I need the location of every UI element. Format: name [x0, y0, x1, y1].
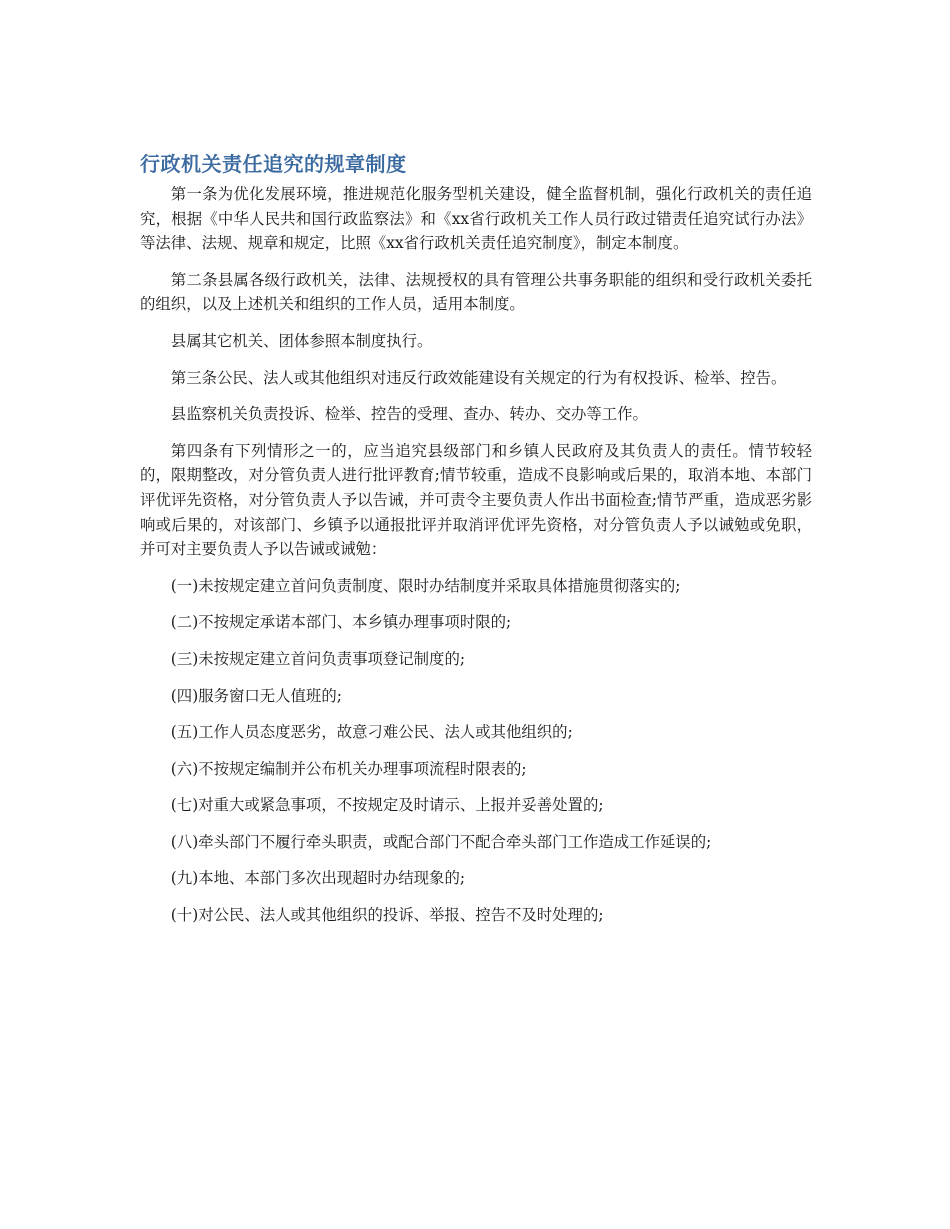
document-title: 行政机关责任追究的规章制度 — [140, 152, 407, 176]
list-item: (六)不按规定编制并公布机关办理事项流程时限表的; — [170, 759, 527, 778]
list-item: (五)工作人员态度恶劣，故意刁难公民、法人或其他组织的; — [170, 723, 573, 742]
article-3-supplement-paragraph: 县监察机关负责投诉、检举、控告的受理、查办、转办、交办等工作。 — [170, 405, 648, 424]
article-3-paragraph: 第三条公民、法人或其他组织对违反行政效能建设有关规定的行为有权投诉、检举、控告。 — [170, 368, 787, 387]
article-2-paragraph: 第二条县属各级行政机关，法律、法规授权的具有管理公共事务职能的组织和受行政机关委托的组织，以及上述机关和组织的工作人员，适用本制度。 — [140, 270, 812, 314]
list-item: (八)牵头部门不履行牵头职责，或配合部门不配合牵头部门工作造成工作延误的; — [170, 832, 712, 851]
list-item: (二)不按规定承诺本部门、本乡镇办理事项时限的; — [170, 613, 512, 632]
list-item: (七)对重大或紧急事项，不按规定及时请示、上报并妥善处置的; — [170, 796, 604, 815]
list-item: (三)未按规定建立首问负责事项登记制度的; — [170, 649, 466, 668]
article-4-paragraph: 第四条有下列情形之一的，应当追究县级部门和乡镇人民政府及其负责人的责任。情节较轻的，限期整改，对分管负责人进行批评教育;情节较重，造成不良影响或后果的，取消本地、本部门评优评先资格，对分管负责人予以告诫，并可责令主要负责人作出书面检查;情节严重，造成恶劣影响或后果的，对该部门、乡镇予以通报批评并取消评优评先资格，对分管负责人予以诫勉或免职，并可对主要负责人予以告诫或诫勉： — [140, 441, 812, 559]
document-body — [140, 150, 812, 940]
list-item: (一)未按规定建立首问负责制度、限时办结制度并采取具体措施贯彻落实的; — [170, 576, 681, 595]
list-item: (四)服务窗口无人值班的; — [170, 686, 342, 705]
article-2-supplement-paragraph: 县属其它机关、团体参照本制度执行。 — [170, 331, 433, 350]
article-1-paragraph: 第一条为优化发展环境，推进规范化服务型机关建设，健全监督机制，强化行政机关的责任追究，根据《中华人民共和国行政监察法》和《xx省行政机关工作人员行政过错责任追究试行办法》等法律、法规、规章和规定，比照《xx省行政机关责任追究制度》，制定本制度。 — [140, 185, 812, 253]
list-item: (十)对公民、法人或其他组织的投诉、举报、控告不及时处理的; — [170, 906, 604, 925]
list-item: (九)本地、本部门多次出现超时办结现象的; — [170, 869, 466, 888]
